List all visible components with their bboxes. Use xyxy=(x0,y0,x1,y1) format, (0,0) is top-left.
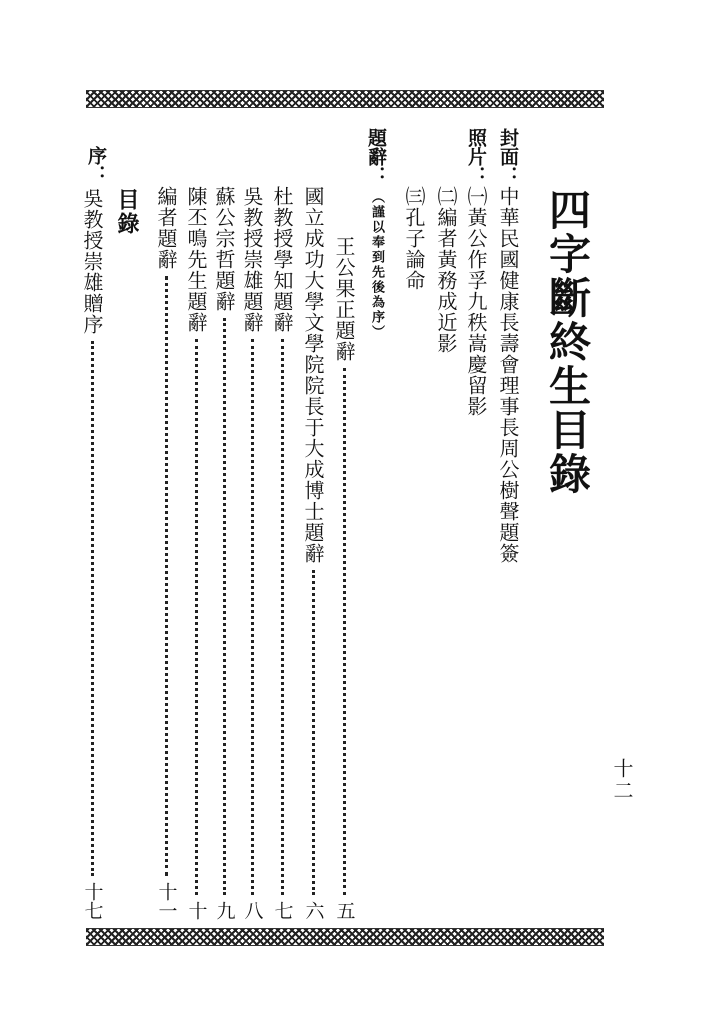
toc-entry-text: 杜教授學知題辭 xyxy=(270,186,294,333)
photo-item-2: ㈡編者黃務成近影 xyxy=(434,186,458,354)
leader-dots xyxy=(281,339,284,895)
toc-entry-text: 陳丕鳴先生題辭 xyxy=(184,186,208,333)
photos-label: 照片： xyxy=(465,128,487,185)
leader-dots xyxy=(223,318,226,895)
preface-label: 序： xyxy=(85,146,107,184)
inscriptions-note: （謹以奉到先後為序） xyxy=(369,190,384,340)
toc-entry-page: 五 xyxy=(333,901,356,920)
toc-entry[interactable] xyxy=(303,186,323,920)
inscriptions-label: 題辭： xyxy=(365,128,387,185)
toc-entry-text: 吳教授崇雄贈序 xyxy=(80,188,104,335)
leader-dots xyxy=(251,339,254,895)
bottom-ornamental-border xyxy=(86,928,604,946)
toc-entry[interactable] xyxy=(334,236,354,920)
toc-entry-page: 七 xyxy=(271,901,294,920)
leader-dots xyxy=(165,276,168,876)
photo-item-1: ㈠黃公作孚九秩嵩慶留影 xyxy=(464,186,488,417)
cover-text: 中華民國健康長壽會理事長周公樹聲題簽 xyxy=(496,186,520,564)
toc-entry[interactable] xyxy=(186,186,206,920)
toc-entry-page: 十七 xyxy=(81,882,104,920)
toc-entry[interactable] xyxy=(272,186,292,920)
toc-entry[interactable] xyxy=(156,186,176,920)
toc-entry-text: 國立成功大學文學院院長于大成博士題辭 xyxy=(301,186,325,564)
toc-entry-page: 十 xyxy=(185,901,208,920)
toc-entry-text: 蘇公宗哲題辭 xyxy=(212,186,236,312)
toc-entry[interactable] xyxy=(214,186,234,920)
top-ornamental-border xyxy=(86,90,604,108)
cover-label: 封面： xyxy=(497,128,519,185)
leader-dots xyxy=(91,341,94,876)
toc-entry-page: 十一 xyxy=(155,882,178,920)
page-number: 十二 xyxy=(610,758,634,802)
leader-dots xyxy=(195,339,198,895)
toc-entry-page: 九 xyxy=(213,901,236,920)
toc-entry-text: 吳教授崇雄題辭 xyxy=(240,186,264,333)
section-heading: 目錄 xyxy=(114,188,140,236)
page-title: 四字斷終生目錄 xyxy=(543,188,592,496)
toc-entry[interactable] xyxy=(242,186,262,920)
toc-entry-preface[interactable] xyxy=(82,188,102,920)
leader-dots xyxy=(343,368,346,895)
toc-entry-text: 編者題辭 xyxy=(154,186,178,270)
photo-item-3: ㈢孔子論命 xyxy=(402,186,426,291)
leader-dots xyxy=(312,570,315,895)
toc-entry-page: 八 xyxy=(241,901,264,920)
toc-entry-page: 六 xyxy=(302,901,325,920)
toc-entry-text: 王公果正題辭 xyxy=(332,236,356,362)
